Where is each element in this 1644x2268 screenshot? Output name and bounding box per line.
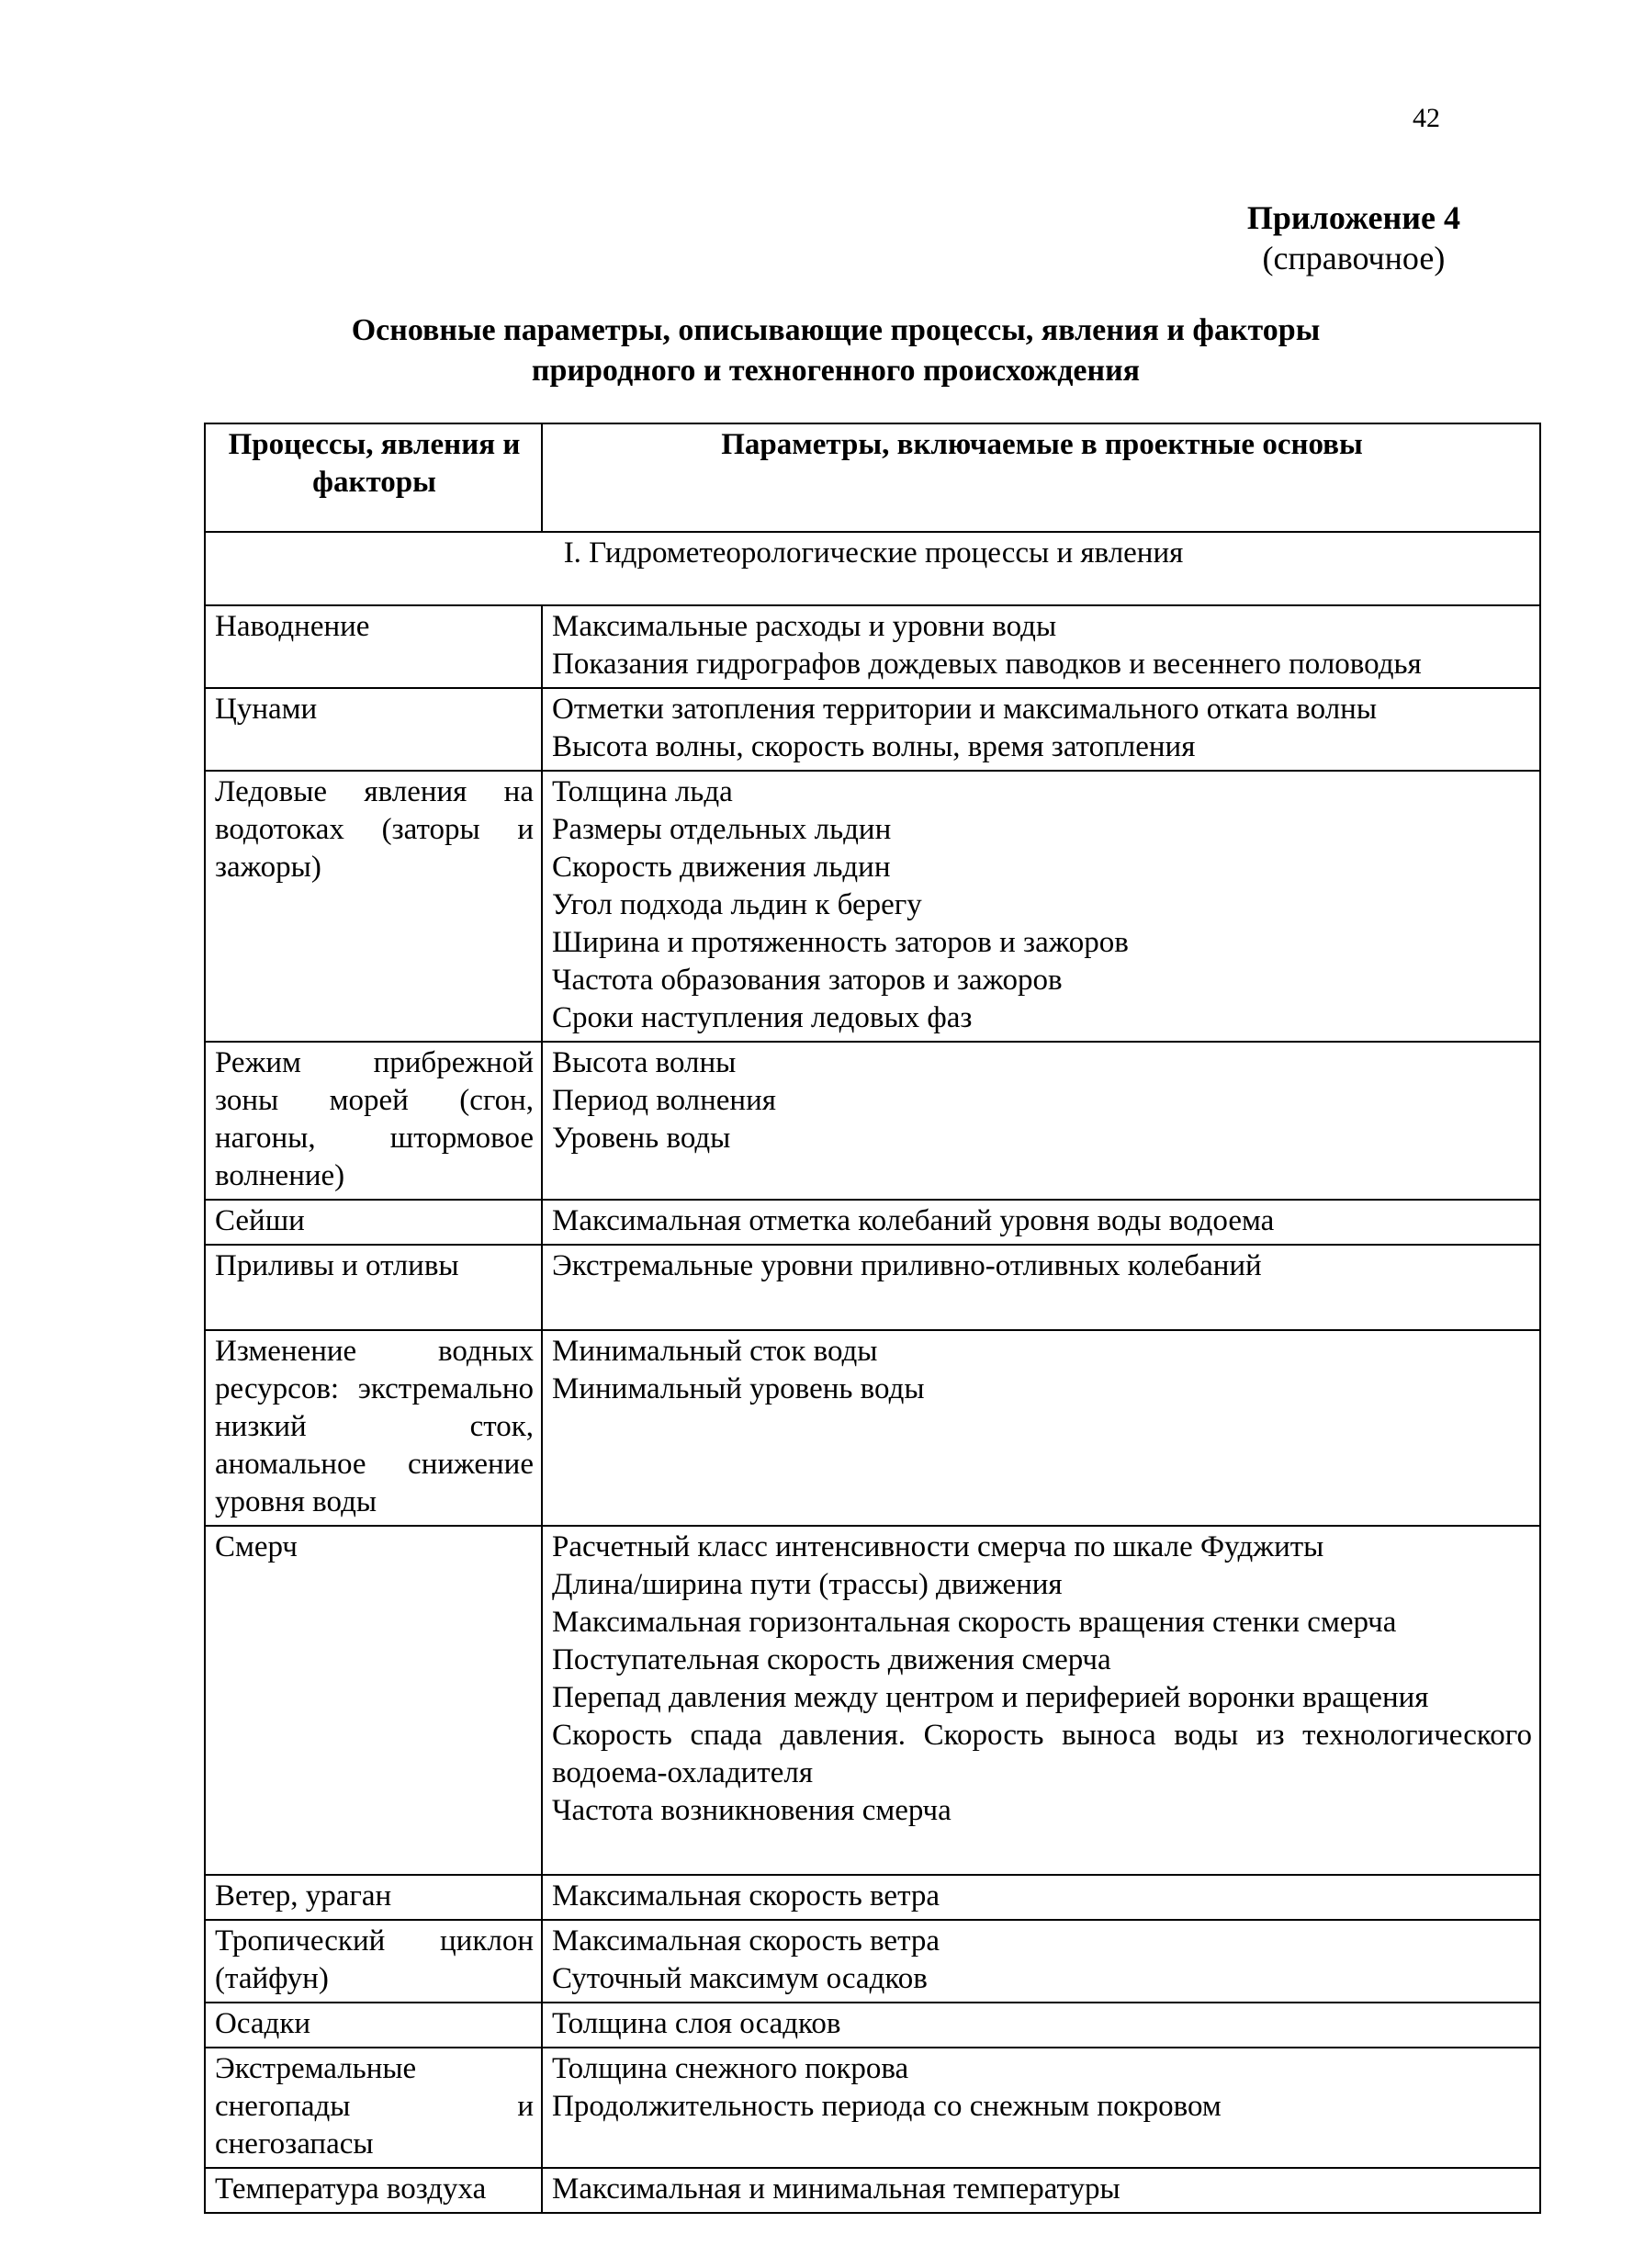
- process-cell: Экстремальные снегопады и снегозапасы: [205, 2048, 542, 2168]
- parameter-item: Максимальная скорость ветра: [552, 1924, 940, 1958]
- parameter-item: Перепад давления между центром и периферией воронки вращения: [552, 1681, 1429, 1714]
- parameters-cell: [542, 1042, 1540, 1200]
- parameters-cell: [542, 605, 1540, 688]
- process-cell: Тропический циклон (тайфун): [205, 1920, 542, 2003]
- parameter-item: Частота образования заторов и зажоров: [552, 964, 1063, 997]
- parameter-item: Скорость спада давления. Скорость выноса воды из технологического водоема-охладителя: [552, 1719, 1532, 1789]
- table-row: [205, 688, 1540, 771]
- parameter-item: Длина/ширина пути (трассы) движения: [552, 1568, 1063, 1601]
- table-row: [205, 1875, 1540, 1920]
- header-processes: Процессы, явления и факторы: [205, 423, 542, 532]
- appendix-label: [1247, 197, 1460, 278]
- header-parameters: Параметры, включаемые в проектные основы: [542, 423, 1540, 532]
- parameter-item: Толщина снежного покрова: [552, 2052, 909, 2085]
- parameters-cell: [542, 1920, 1540, 2003]
- parameter-item: Максимальная отметка колебаний уровня воды водоема: [552, 1204, 1275, 1237]
- table-row: [205, 2168, 1540, 2213]
- process-cell: Ветер, ураган: [205, 1875, 542, 1920]
- parameter-item: Толщина льда: [552, 775, 733, 808]
- table-row: [205, 1920, 1540, 2003]
- process-cell: Наводнение: [205, 605, 542, 688]
- parameter-item: Высота волны: [552, 1046, 737, 1079]
- parameter-item: Расчетный класс интенсивности смерча по шкале Фуджиты: [552, 1530, 1324, 1563]
- parameter-item: Период волнения: [552, 1084, 776, 1117]
- parameter-item: Минимальный уровень воды: [552, 1372, 925, 1405]
- parameter-item: Скорость движения льдин: [552, 851, 891, 884]
- parameters-cell: [542, 2168, 1540, 2213]
- process-cell: Ледовые явления на водотоках (заторы и зажоры): [205, 771, 542, 1042]
- parameters-cell: [542, 1875, 1540, 1920]
- document-title: [138, 310, 1534, 391]
- parameters-cell: [542, 2003, 1540, 2048]
- parameter-item: Размеры отдельных льдин: [552, 813, 892, 846]
- parameters-cell: [542, 688, 1540, 771]
- process-cell: Осадки: [205, 2003, 542, 2048]
- parameter-item: Минимальный сток воды: [552, 1335, 878, 1368]
- table-row: [205, 2003, 1540, 2048]
- section-title: I. Гидрометеорологические процессы и явления: [205, 532, 1540, 605]
- parameter-item: Поступательная скорость движения смерча: [552, 1643, 1111, 1676]
- process-cell: Приливы и отливы: [205, 1245, 542, 1330]
- table-row: [205, 1245, 1540, 1330]
- parameters-table: [204, 423, 1541, 2214]
- parameter-item: Толщина слоя осадков: [552, 2007, 841, 2040]
- table-row: [205, 2048, 1540, 2168]
- process-cell: Изменение водных ресурсов: экстремально низкий сток, аномальное снижение уровня воды: [205, 1330, 542, 1526]
- parameter-item: Продолжительность периода со снежным покровом: [552, 2090, 1222, 2123]
- parameters-cell: [542, 1245, 1540, 1330]
- process-cell: Режим прибрежной зоны морей (сгон, нагоны, штормовое волнение): [205, 1042, 542, 1200]
- table-row: [205, 1200, 1540, 1245]
- table-row: [205, 1526, 1540, 1875]
- process-cell: Смерч: [205, 1526, 542, 1875]
- parameter-item: Высота волны, скорость волны, время затопления: [552, 730, 1196, 763]
- parameter-item: Экстремальные уровни приливно-отливных колебаний: [552, 1249, 1262, 1282]
- parameter-item: Угол подхода льдин к берегу: [552, 888, 922, 921]
- document-title-line-2: природного и техногенного происхождения: [531, 354, 1141, 388]
- process-cell: Температура воздуха: [205, 2168, 542, 2213]
- appendix-subtitle: (справочное): [1262, 240, 1446, 276]
- process-cell: Сейши: [205, 1200, 542, 1245]
- parameter-item: Показания гидрографов дождевых паводков и весеннего половодья: [552, 648, 1422, 681]
- table-row: [205, 1330, 1540, 1526]
- parameter-item: Отметки затопления территории и максимального отката волны: [552, 693, 1377, 726]
- table-row: [205, 605, 1540, 688]
- table-header-row: [205, 423, 1540, 532]
- process-cell: Цунами: [205, 688, 542, 771]
- parameter-item: Максимальные расходы и уровни воды: [552, 610, 1057, 643]
- parameter-item: Сроки наступления ледовых фаз: [552, 1001, 973, 1034]
- table-row: [205, 771, 1540, 1042]
- parameter-item: Ширина и протяженность заторов и зажоров: [552, 926, 1129, 959]
- parameter-item: Частота возникновения смерча: [552, 1794, 951, 1827]
- parameters-cell: [542, 771, 1540, 1042]
- parameter-item: Суточный максимум осадков: [552, 1962, 928, 1995]
- parameters-cell: [542, 2048, 1540, 2168]
- document-title-line-1: Основные параметры, описывающие процессы, явления и факторы: [351, 313, 1321, 347]
- page-number: 42: [1413, 103, 1440, 133]
- parameters-cell: [542, 1330, 1540, 1526]
- table-row: [205, 1042, 1540, 1200]
- section-row: [205, 532, 1540, 605]
- appendix-title: Приложение 4: [1246, 199, 1460, 236]
- parameters-cell: [542, 1526, 1540, 1875]
- parameters-cell: [542, 1200, 1540, 1245]
- parameter-item: Максимальная скорость ветра: [552, 1879, 940, 1913]
- parameter-item: Максимальная горизонтальная скорость вращения стенки смерча: [552, 1606, 1397, 1639]
- parameter-item: Максимальная и минимальная температуры: [552, 2172, 1120, 2206]
- parameter-item: Уровень воды: [552, 1122, 731, 1155]
